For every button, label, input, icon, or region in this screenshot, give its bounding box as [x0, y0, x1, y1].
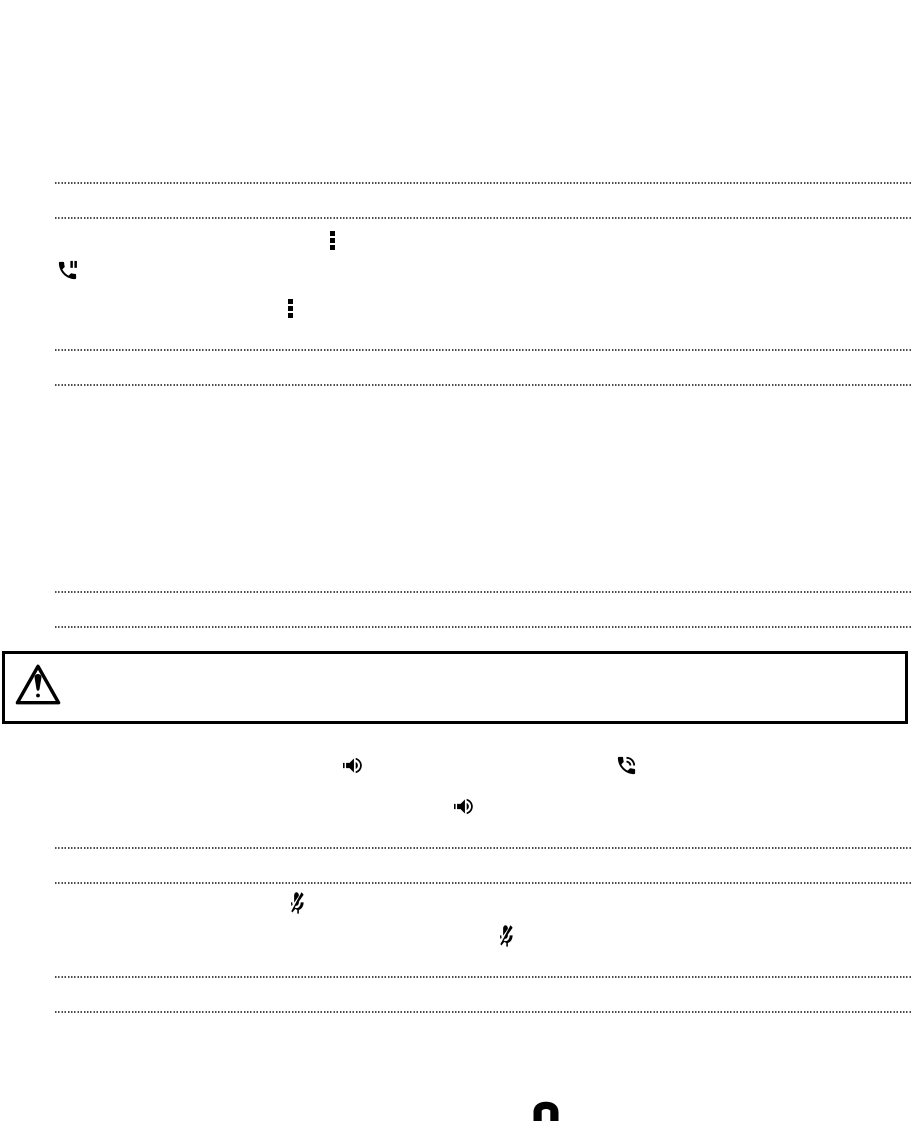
- mute-microphone-icon: [287, 890, 306, 917]
- dotted-separator: [55, 384, 912, 386]
- dotted-separator: [55, 847, 912, 849]
- dotted-separator: [55, 349, 912, 351]
- speaker-icon: [452, 796, 477, 817]
- dotted-separator: [55, 882, 912, 884]
- dotted-separator: [55, 591, 912, 593]
- end-call-icon: [531, 1099, 561, 1121]
- dotted-separator: [55, 626, 912, 628]
- phone-in-talk-icon: [615, 754, 638, 777]
- phone-on-hold-icon: [56, 259, 79, 282]
- more-options-icon: [288, 299, 293, 318]
- warning-note-box: [2, 651, 908, 724]
- warning-triangle-icon: [14, 663, 62, 712]
- dotted-separator: [55, 1011, 912, 1013]
- speaker-icon: [341, 755, 366, 776]
- mute-microphone-icon: [496, 923, 515, 950]
- more-options-icon: [330, 231, 335, 250]
- dotted-separator: [55, 976, 912, 978]
- dotted-separator: [55, 217, 912, 219]
- dotted-separator: [55, 182, 912, 184]
